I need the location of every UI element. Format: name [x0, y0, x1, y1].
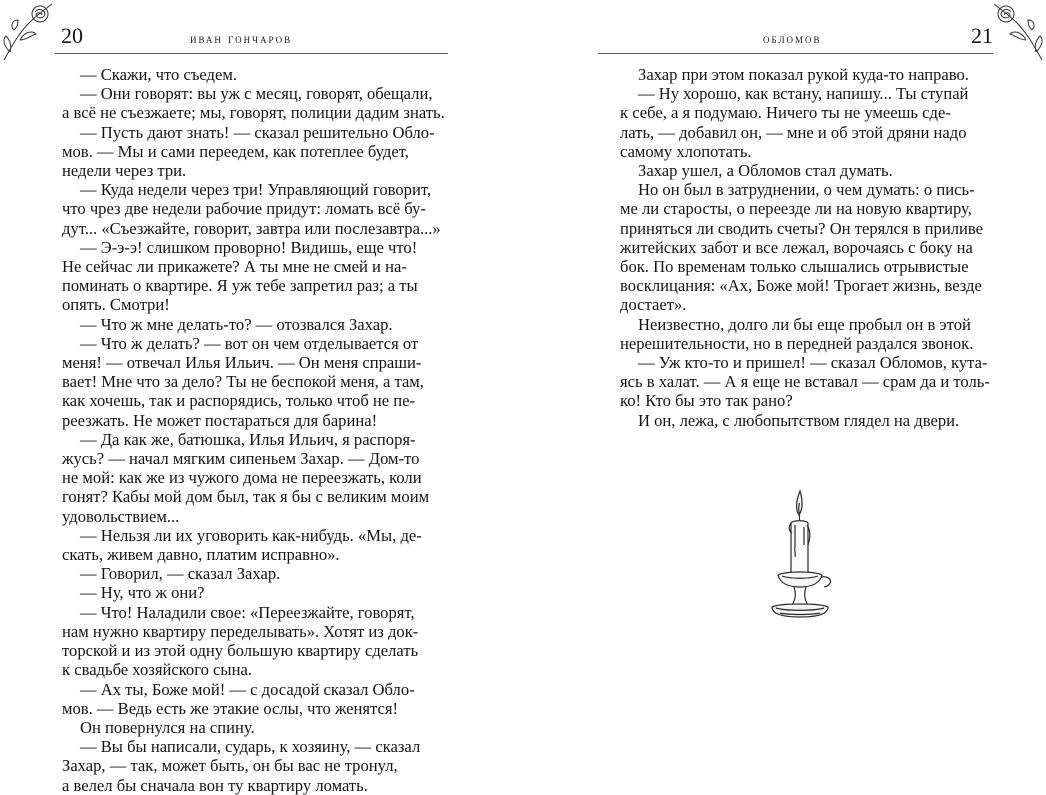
text-line: как хочешь, так и распорядись, только чтоб не пе- [62, 391, 416, 411]
body-text [62, 65, 448, 795]
text-line: гонят? Кабы мой дом был, так я бы с великим моим [62, 487, 430, 507]
text-line: вает! Мне что за дело? Ты не беспокой меня, а там, [62, 372, 424, 392]
text-line: — Э-э-э! слишком проворно! Видишь, еще что! [80, 237, 418, 257]
text-line: мов. — Ведь есть же этакие ослы, что женятся! [62, 698, 399, 718]
text-line: удовольствием... [62, 506, 180, 526]
text-line: не мой: как же из чужого дома не переезжать, коли [62, 468, 422, 488]
candle-icon [766, 487, 836, 621]
text-line: — Куда недели через три! Управляющий говорит, [80, 180, 431, 200]
page-header [55, 22, 448, 56]
text-line: опять. Смотри! [62, 295, 170, 315]
text-line: скать, живем давно, платим исправно». [62, 545, 340, 565]
text-line: Захар ушел, а Обломов стал думать. [638, 161, 893, 181]
text-line: приняться ли сводить счеты? Он терялся в приливе [620, 218, 983, 238]
page-number: 20 [61, 23, 83, 48]
text-line: недели через три. [62, 161, 187, 181]
text-line: торской и из этой одну большую квартиру сделать [62, 641, 419, 661]
text-line: а всё не съезжаете; мы, говорят, полиции дадим знать. [62, 103, 445, 123]
text-line: к себе, а я подумаю. Ничего ты не умеешь сде- [620, 103, 951, 123]
text-line: Захар, — так, может быть, он бы вас не тронул, [62, 756, 398, 776]
rose-vignette-icon [990, 0, 1046, 62]
text-line: Он повернулся на спину. [80, 717, 255, 737]
text-line: жусь? — начал мягким сипеньем Захар. — Дом-то [62, 449, 420, 469]
text-line: достает». [620, 295, 687, 315]
header-rule [55, 53, 448, 54]
running-head: обломов [763, 31, 822, 46]
text-line: — Что ж делать? — вот он чем отделывается от [80, 333, 419, 353]
text-line: мов. — Мы и сами переедем, как потеплее будет, [62, 141, 409, 161]
text-line: лать, — добавил он, — мне и об этой дряни надо [620, 122, 967, 142]
text-line: дут... «Съезжайте, говорит, завтра или послезавтра...» [62, 218, 441, 238]
page-header [598, 22, 993, 56]
text-line: Захар при этом показал рукой куда-то направо. [638, 65, 969, 84]
text-line: бок. По временам только слышались отрывистые [620, 257, 969, 277]
text-line: а велел бы сначала вон ту квартиру ломать. [62, 775, 368, 795]
text-line: Неизвестно, долго ли бы еще пробыл он в этой [638, 314, 971, 334]
text-line: поминать о квартире. Я уж тебе запретил раз; а ты [62, 276, 418, 296]
text-line: ко! Кто бы это так рано? [620, 391, 793, 411]
text-line: И он, лежа, с любопытством глядел на двери. [638, 410, 960, 430]
text-line: восклицания: «Ах, Боже мой! Трогает жизнь, везде [620, 276, 982, 296]
text-line: — Они говорят: вы уж с месяц, говорят, обещали, [80, 84, 433, 104]
running-head: иван гончаров [190, 31, 293, 46]
header-rule [598, 53, 993, 54]
rose-vignette-icon [0, 0, 56, 62]
text-line: нам нужно квартиру переделывать». Хотят из док- [62, 621, 419, 641]
text-line: Не сейчас ли прикажете? А ты мне не смей и на- [62, 257, 407, 277]
text-line: что чрез две недели рабочие придут: ломать всё бу- [62, 199, 426, 219]
text-line: ясь в халат. — А я еще не вставал — срам да и толь- [620, 372, 990, 392]
text-line: — Ну, что ж они? [80, 583, 205, 603]
text-line: житейских забот и все лежал, ворочаясь с боку на [620, 237, 973, 257]
text-line: — Уж кто-то и пришел! — сказал Обломов, кута- [638, 353, 988, 373]
text-line: — Да как же, батюшка, Илья Ильич, я распоря- [80, 429, 416, 449]
text-line: — Что ж мне делать-то? — отозвался Захар. [80, 314, 393, 334]
text-line: реезжать. Не может постараться для барина! [62, 410, 378, 430]
text-line: — Говорил, — сказал Захар. [80, 564, 281, 584]
text-line: нерешительности, но в передней раздался звонок. [620, 333, 974, 353]
text-line: ме ли старосты, о переезде ли на новую квартиру, [620, 199, 972, 219]
text-line: — Ах ты, Боже мой! — с досадой сказал Обло- [80, 679, 415, 699]
text-line: — Что! Наладили свое: «Переезжайте, говорят, [80, 602, 415, 622]
text-line: самому хлопотать. [620, 141, 752, 161]
text-line: — Скажи, что съедем. [80, 65, 238, 84]
text-line: меня! — отвечал Илья Ильич. — Он меня спраши- [62, 353, 422, 373]
text-line: — Вы бы написали, сударь, к хозяину, — сказал [80, 737, 421, 757]
text-line: — Ну хорошо, как встану, напишу... Ты ступай [638, 84, 969, 104]
text-line: — Нельзя ли их уговорить как-нибудь. «Мы, де- [80, 525, 422, 545]
text-line: Но он был в затруднении, о чем думать: о пись- [638, 180, 975, 200]
text-line: — Пусть дают знать! — сказал решительно Обло- [80, 122, 435, 142]
text-line: к свадьбе хозяйского сына. [62, 660, 252, 680]
right-page [523, 0, 1046, 769]
body-text [620, 65, 996, 430]
page-number: 21 [971, 23, 993, 48]
